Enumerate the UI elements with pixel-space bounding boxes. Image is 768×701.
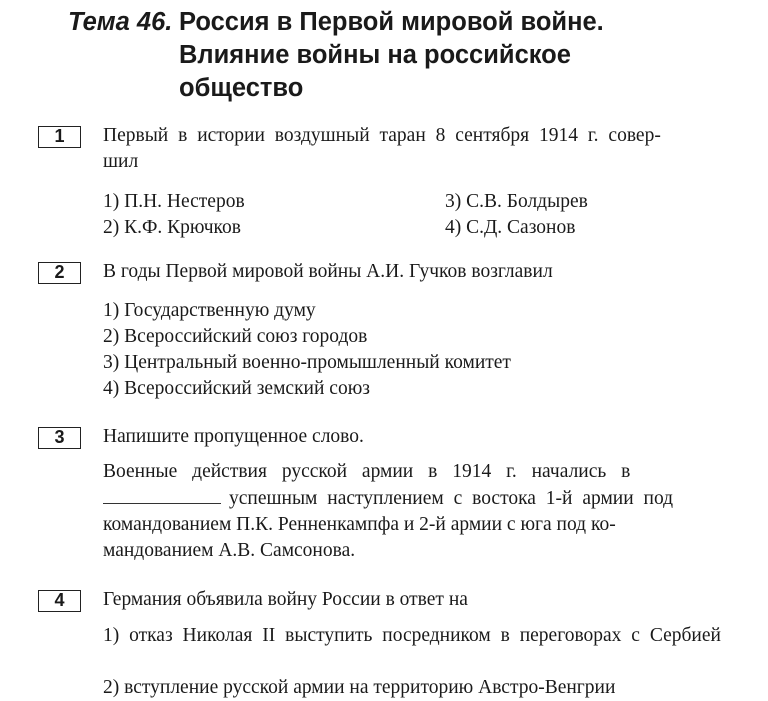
option[interactable]: 4) Всероссийский земский союз: [103, 378, 370, 399]
question-number-box: 3: [38, 427, 81, 449]
question-stem: В годы Первой мировой войны А.И. Гучков возглавил: [103, 261, 553, 282]
option[interactable]: 3) Центральный военно-промышленный комитет: [103, 352, 511, 373]
question-text-line: мандованием А.В. Самсонова.: [103, 540, 356, 561]
option[interactable]: 4) С.Д. Сазонов: [445, 217, 576, 238]
question-stem: Напишите пропущенное слово.: [103, 426, 364, 447]
option[interactable]: 1) отказ Николая II выступить посредником в переговорах с Сербией: [103, 625, 721, 646]
topic-title: Россия в Первой мировой войне. Влияние войны на российское общество: [179, 8, 604, 102]
option[interactable]: 2) К.Ф. Крючков: [103, 217, 241, 238]
question-stem: Германия объявила войну России в ответ на: [103, 589, 468, 610]
question-stem-line: Первый в истории воздушный таран 8 сентября 1914 г. совер-: [103, 125, 661, 146]
question-text-line: Военные действия русской армии в 1914 г. начались в: [103, 461, 631, 482]
option[interactable]: 2) Всероссийский союз городов: [103, 326, 368, 347]
question-number-box: 1: [38, 126, 81, 148]
question-stem: [103, 123, 733, 175]
question-text-line: командованием П.К. Ренненкампфа и 2-й армии с юга под ко-: [103, 514, 616, 535]
question-number-box: 4: [38, 590, 81, 612]
answer-blank[interactable]: [103, 485, 221, 504]
option[interactable]: 3) С.В. Болдырев: [445, 191, 588, 212]
question-number-box: 2: [38, 262, 81, 284]
option[interactable]: 1) Государственную думу: [103, 300, 316, 321]
question-text-line: [103, 485, 733, 512]
option[interactable]: 1) П.Н. Нестеров: [103, 191, 245, 212]
topic-label: Тема 46.: [68, 8, 173, 36]
option[interactable]: 2) вступление русской армии на территорию Австро-Венгрии: [103, 677, 616, 698]
question-text-fragment: успешным наступлением с востока 1-й армии под: [229, 488, 674, 509]
question-stem-line: шил: [103, 151, 139, 172]
question-text: [103, 459, 733, 564]
